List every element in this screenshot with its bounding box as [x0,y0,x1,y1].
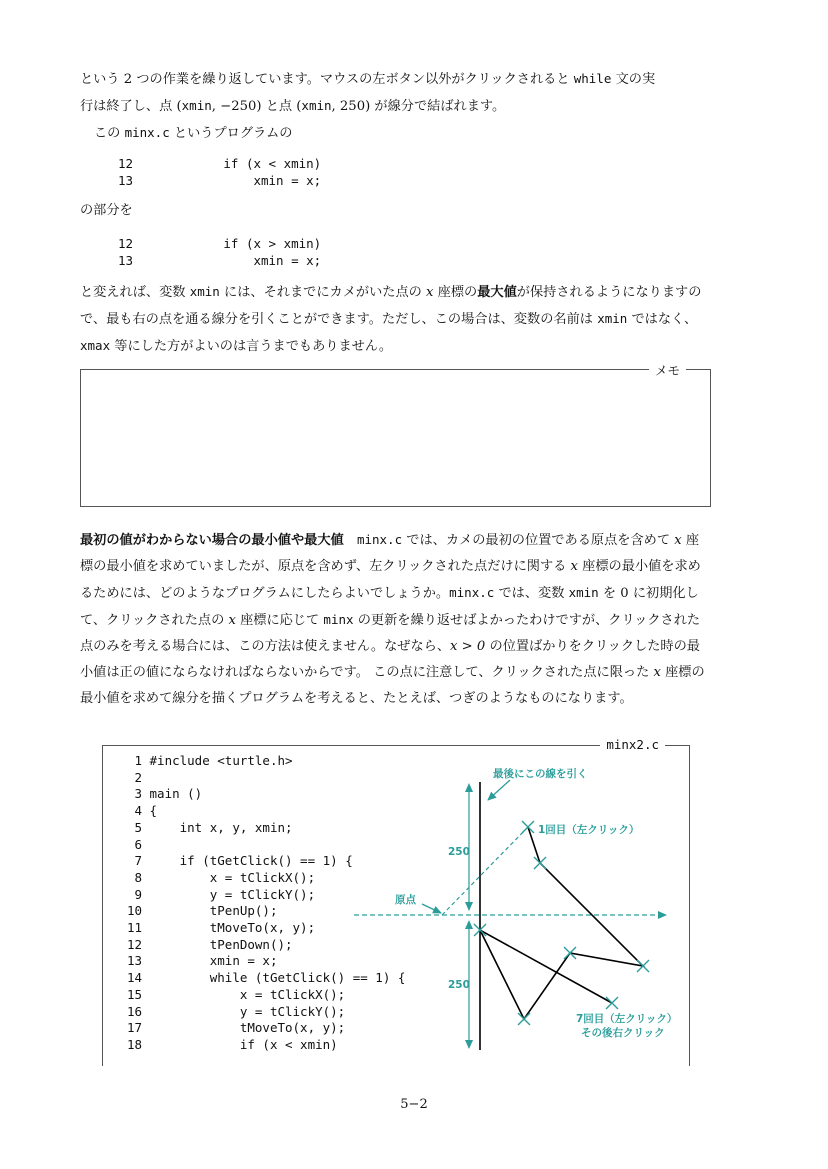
code-text: if (tGetClick() == 1) { [149,853,353,869]
program-line [118,853,353,869]
body-text: では、カメの最初の位置である原点を含めて [402,533,675,548]
code-text: tMoveTo(x, y); [149,920,316,935]
math-var: x [426,285,434,300]
line-number: 10 [126,903,142,919]
paragraph-max [80,279,712,360]
body-text [344,533,357,548]
line-number: 12 [118,156,134,171]
line-number: 3 [134,786,142,802]
intro-paragraph [80,66,712,147]
label-origin: 原点 [395,894,416,906]
origin-to-first-dashed [442,827,528,915]
line-number: 13 [126,953,142,969]
body-text: 座標の最小値を求めるためには、どのようなプログラムにしたらよいでしょうか。 [80,559,701,601]
program-line [118,987,345,1003]
turtle-path [480,827,643,1019]
section-heading: 最初の値がわからない場合の最小値や最大値 [80,533,344,548]
line-number: 12 [126,936,142,952]
code-text: x = tClickX(); [149,986,346,1002]
math-expression: x > 0 [450,639,486,654]
code-text: main () [149,786,203,802]
code-text: tPenDown(); [149,936,293,952]
memo-box[interactable] [80,363,711,507]
label-last-line: 最後にこの線を引く [493,768,588,780]
program-line [118,937,293,953]
program-line [118,870,315,886]
math-var: x [570,559,578,574]
label-250-bottom: 250 [448,979,470,991]
program-line [118,803,157,819]
line-number: 6 [134,836,142,852]
label-seventh-click: 7回目（左クリック） [576,1013,678,1025]
inline-code: minx.c [449,585,495,600]
last-line-arrow [488,780,510,800]
inline-code: xmin [568,585,599,600]
intro-text: , −250) と点 ( [211,99,302,114]
code-text: tPenUp(); [149,903,278,919]
inline-code: minx.c [124,125,170,140]
program-line [118,903,277,919]
line-number: 16 [126,1003,142,1019]
body-text: 座標に応じて [235,613,324,628]
body-text: と変えれば、変数 [80,285,190,300]
line-number: 17 [126,1020,142,1036]
math-var: x [653,665,661,680]
line-number: 9 [134,886,142,902]
code-snippet-2 [118,236,321,269]
program-line [118,770,150,786]
inline-code: minx.c [356,532,403,547]
code-text: if (x < xmin) [149,1036,338,1052]
code-text: #include <turtle.h> [149,753,293,768]
body-text: 等にした方がよいのは言うまでもありません。 [110,339,393,354]
code-text: y = tClickY(); [149,1003,346,1019]
inline-code: while [573,71,612,86]
program-line [118,887,315,903]
program-line [118,1037,338,1053]
code-snippet-1 [118,156,321,189]
line-number: 2 [134,769,142,785]
inline-code: xmin [597,311,628,326]
body-text: を 0 に初期化して、クリックされた点の [80,586,699,628]
code-line: xmin = x; [133,172,322,188]
click-markers [474,821,649,1025]
intro-text: 文の実 [611,72,656,87]
code-text: x = tClickX(); [149,869,316,885]
inline-code: xmax [80,338,111,353]
code-text: { [149,803,158,819]
math-var: x [674,533,682,548]
code-text: while (tGetClick() == 1) { [149,970,406,986]
between-text: の部分を [80,203,133,218]
program-filename: minx2.c [600,737,665,752]
line-number: 4 [134,803,142,819]
line-number: 7 [134,853,142,869]
program-line [118,1004,345,1020]
line-number: 11 [126,920,142,935]
program-line [118,837,150,853]
program-line [118,786,202,802]
code-text: int x, y, xmin; [149,819,293,835]
inline-code: xmin [189,284,220,299]
body-text: には、それまでにカメがいた点の [219,285,427,300]
body-text: 座標の [433,285,478,300]
body-text: の更新を繰り返せばよかったわけですが、クリックされた点のみを考える場合には、この方法は使えません。なぜなら、 [80,613,701,654]
line-number: 13 [118,252,134,268]
line-number: 15 [126,986,142,1002]
intro-text: 行は終了し、点 ( [80,99,182,114]
code-text: xmin = x; [149,953,278,969]
body-text: の位置ばかりをクリックした時の最小値は正の値にならなければならないからです。 この点に注意して、クリックされた点に限った [80,639,700,680]
line-number: 14 [126,970,142,986]
page-number: 5−2 [400,1097,428,1112]
code-line: if (x > xmin) [133,236,322,251]
intro-text: この [94,126,125,141]
body-text: では、変数 [494,586,569,601]
body-text: 座標の最小値を求めて線分を描くプログラムを考えると、たとえば、つぎのようなものになります。 [80,665,705,706]
line-number: 18 [126,1036,142,1052]
turtle-diagram [350,760,680,1060]
code-line: xmin = x; [133,252,322,268]
code-text: tMoveTo(x, y); [149,1020,346,1036]
emphasis: 最大値 [477,285,517,300]
code-line: if (x < xmin) [133,156,322,171]
line-number: 13 [118,172,134,188]
program-line [118,753,293,769]
inline-code: xmin [301,98,332,113]
inline-code: xmin [181,98,212,113]
math-var: x [228,613,236,628]
program-line [118,953,277,969]
program-line [118,820,293,836]
program-line [118,920,315,936]
label-250-top: 250 [448,846,470,858]
intro-text: というプログラムの [169,126,293,141]
body-text: ではなく、 [627,312,698,327]
line-number: 5 [134,819,142,835]
inline-code: minx [323,612,354,627]
intro-text: という 2 つの作業を繰り返しています。マウスの左ボタン以外がクリックされると [80,72,574,87]
memo-label: メモ [649,361,686,379]
intro-text: , 250) が線分で結ばれます。 [331,99,506,114]
paragraph-min [80,527,712,712]
body-text: が保持されるようになりますので、最も右の点を通る線分を引くことができます。ただし、この場合は、変数の名前は [80,285,702,327]
line-number: 8 [134,869,142,885]
line-number: 12 [118,236,134,251]
origin-arrow [422,904,441,913]
label-first-click: 1回目（左クリック） [538,824,640,836]
label-then-right-click: その後右クリック [581,1027,665,1039]
body-text: 座標の最小値を求めていましたが、原点を含めず、左クリックされた点だけに関する [80,533,700,574]
program-line [118,1020,345,1036]
line-number: 1 [134,753,142,768]
code-text: y = tClickY(); [149,886,316,902]
